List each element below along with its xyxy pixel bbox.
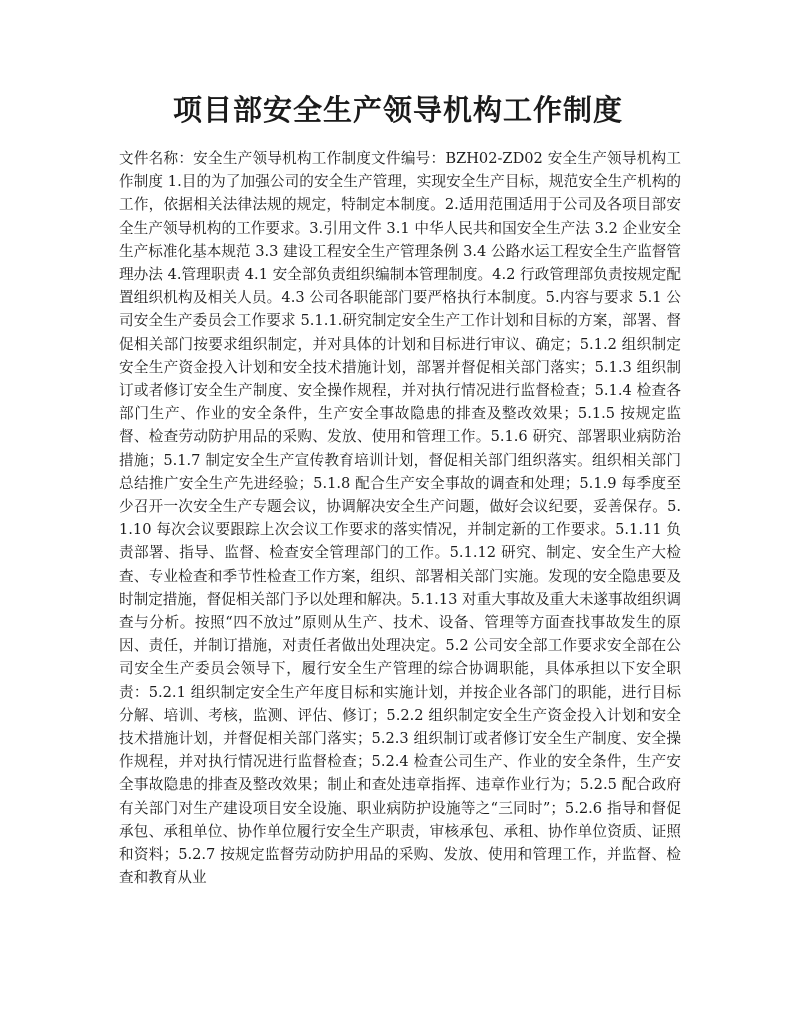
document-body-text: 文件名称：安全生产领导机构工作制度文件编号：BZH02-ZD02 安全生产领导机构工作制度 1.目的为了加强公司的安全生产管理，实现安全生产目标，规范安全生产机构的工作，依据相关法律法规的规定，特制定本制度。2.适用范围适用于公司及各项目部安全生产领导机构的工作要求。3.引用文件 3.1 中华人民共和国安全生产法 3.2 企业安全生产标准化基本规范 3.3 建设工程安全生产管理条例 3.4 公路水运工程安全生产监督管理办法 4.管理职责 4.1 安全部负责组织编制本管理制度。4.2 行政管理部负责按规定配置组织机构及相关人员。4.3 公司各职能部门要严格执行本制度。5.内容与要求 5.1 公司安全生产委员会工作要求 5.1.1.研究制定安全生产工作计划和目标的方案，部署、督促相关部门按要求组织制定，并对具体的计划和目标进行审议、确定；5.1.2 组织制定安全生产资金投入计划和安全技术措施计划，部署并督促相关部门落实；5.1.3 组织制订或者修订安全生产制度、安全操作规程，并对执行情况进行监督检查；5.1.4 检查各部门生产、作业的安全条件，生产安全事故隐患的排查及整改效果；5.1.5 按规定监督、检查劳动防护用品的采购、发放、使用和管理工作。5.1.6 研究、部署职业病防治措施；5.1.7 制定安全生产宣传教育培训计划，督促相关部门组织落实。组织相关部门总结推广安全生产先进经验；5.1.8 配合生产安全事故的调查和处理；5.1.9 每季度至少召开一次安全生产专题会议，协调解决安全生产问题，做好会议纪要，妥善保存。5.1.10 每次会议要跟踪上次会议工作要求的落实情况，并制定新的工作要求。5.1.11 负责部署、指导、监督、检查安全管理部门的工作。5.1.12 研究、制定、安全生产大检查、专业检查和季节性检查工作方案，组织、部署相关部门实施。发现的安全隐患要及时制定措施，督促相关部门予以处理和解决。5.1.13 对重大事故及重大未遂事故组织调查与分析。按照“四不放过”原则从生产、技术、设备、管理等方面查找事故发生的原因、责任，并制订措施，对责任者做出处理决定。5.2 公司安全部工作要求安全部在公司安全生产委员会领导下，履行安全生产管理的综合协调职能，具体承担以下安全职责：5.2.1 组织制定安全生产年度目标和实施计划，并按企业各部门的职能，进行目标分解、培训、考核，监测、评估、修订；5.2.2 组织制定安全生产资金投入计划和安全技术措施计划，并督促相关部门落实；5.2.3 组织制订或者修订安全生产制度、安全操作规程，并对执行情况进行监督检查；5.2.4 检查公司生产、作业的安全条件，生产安全事故隐患的排查及整改效果；制止和查处违章指挥、违章作业行为；5.2.5 配合政府有关部门对生产建设项目安全设施、职业病防护设施等之“三同时”；5.2.6 指导和督促承包、承租单位、协作单位履行安全生产职责，审核承包、承租、协作单位资质、证照和资料；5.2.7 按规定监督劳动防护用品的采购、发放、使用和管理工作，并监督、检查和教育从业 <box>119 150 681 887</box>
document-title: 项目部安全生产领导机构工作制度 <box>172 93 623 127</box>
